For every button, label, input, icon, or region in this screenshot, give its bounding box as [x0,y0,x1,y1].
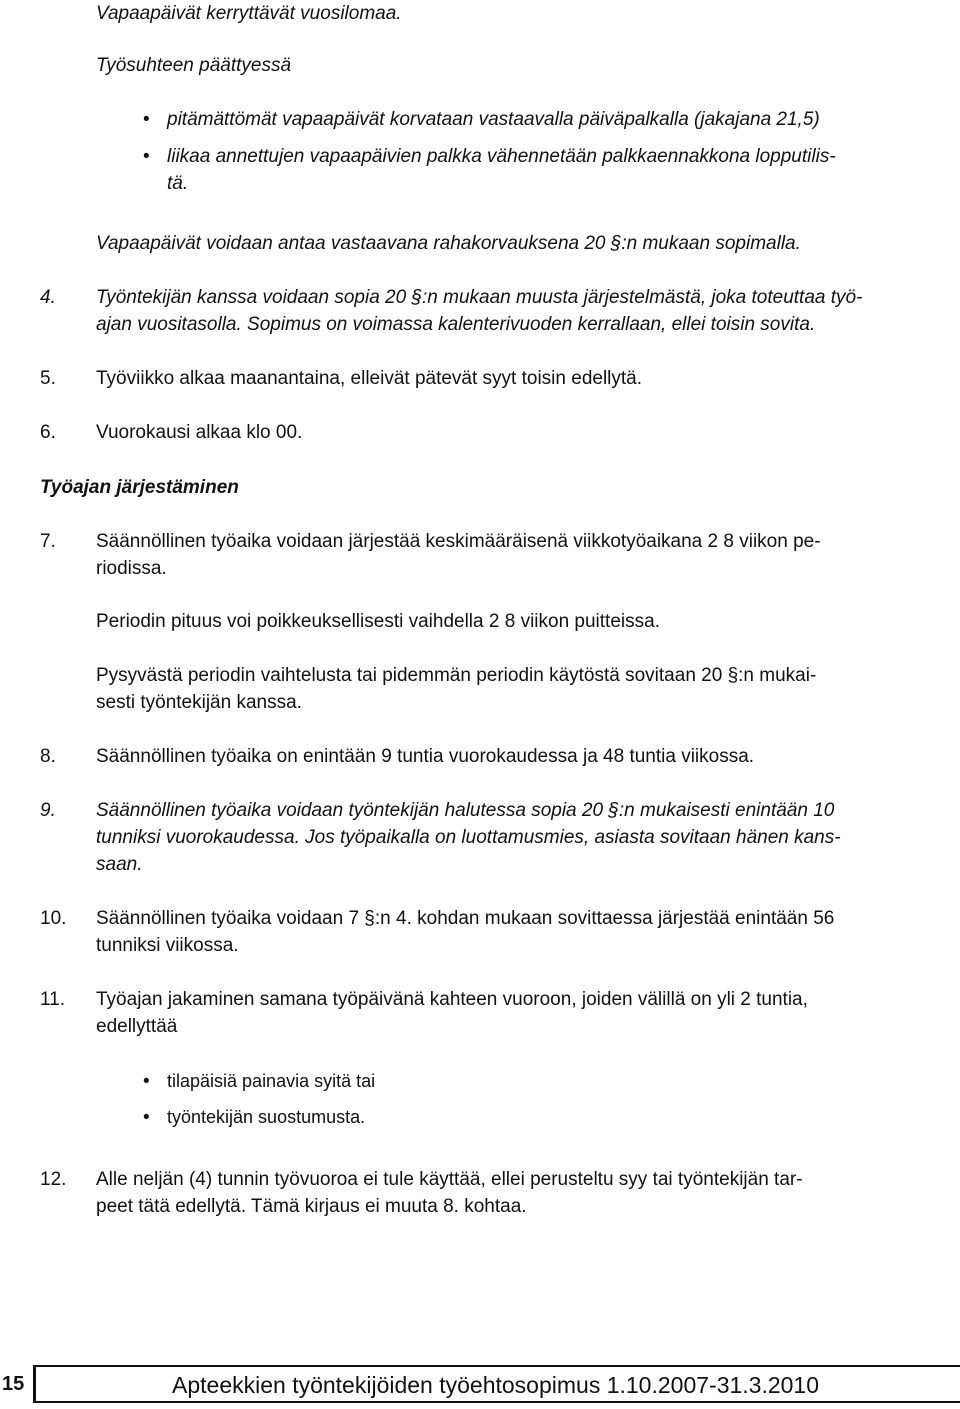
item-text: Periodin pituus voi poikkeuksellisesti vaihdella 2 8 viikon puitteissa. [96,611,660,632]
list-item: pitämättömät vapaapäivät korvataan vastaavalla päiväpalkalla (jakajana 21,5) [167,109,820,130]
paragraph-tyosuhteen-paattyessa: Työsuhteen päättyessä [96,55,292,76]
footer-title: Apteekkien työntekijöiden työehtosopimus 1.10.2007-31.3.2010 [172,1372,820,1398]
page-footer [0,1365,960,1403]
bullet-icon: • [143,1071,150,1092]
item-text: riodissa. [96,558,167,579]
item-text: Pysyvästä periodin vaihtelusta tai pidemmän periodin käytöstä sovitaan 20 §:n mukai- [96,665,817,686]
footer-rule-bottom [36,1401,960,1403]
item-text: Alle neljän (4) tunnin työvuoroa ei tule käyttää, ellei perusteltu syy tai työntekijän tar- [96,1169,803,1190]
list-item: työntekijän suostumusta. [167,1107,366,1127]
item-text: tunniksi vuorokaudessa. Jos työpaikalla on luottamusmies, asiasta sovitaan hänen kans- [96,827,841,848]
section-heading: Työajan järjestäminen [40,477,239,498]
list-item-continuation: tä. [167,173,189,194]
item-text: tunniksi viikossa. [96,935,239,956]
item-number: 11. [40,989,66,1010]
item-text: Säännöllinen työaika voidaan työntekijän halutessa sopia 20 §:n mukaisesti enintään 10 [96,800,835,821]
item-number: 9. [40,800,56,821]
list-item: tilapäisiä painavia syitä tai [167,1071,376,1091]
item-number: 10. [40,908,67,929]
item-text: Työajan jakaminen samana työpäivänä kahteen vuoroon, joiden välillä on yli 2 tuntia, [96,989,808,1010]
item-text: ajan vuositasolla. Sopimus on voimassa kalenterivuoden kerrallaan, ellei toisin sovita. [96,314,816,335]
item-text: peet tätä edellytä. Tämä kirjaus ei muuta 8. kohtaa. [96,1196,527,1217]
item-text: edellyttää [96,1016,178,1037]
item-text: Säännöllinen työaika voidaan 7 §:n 4. kohdan mukaan sovittaessa järjestää enintään 56 [96,908,835,929]
item-text: Säännöllinen työaika voidaan järjestää keskimääräisenä viikkotyöaikana 2 8 viikon pe- [96,531,821,552]
item-text: Vuorokausi alkaa klo 00. [96,422,303,443]
bullet-icon: • [143,109,150,130]
bullet-icon: • [143,1107,150,1128]
list-item: liikaa annettujen vapaapäivien palkka vähennetään palkkaennakkona lopputilis- [167,146,836,167]
item-number: 7. [40,531,56,552]
item-number: 6. [40,422,56,443]
paragraph-vapaapaivat-kerryttavat: Vapaapäivät kerryttävät vuosilomaa. [96,3,402,24]
bullet-icon: • [143,146,150,167]
paragraph-rahakorvaus: Vapaapäivät voidaan antaa vastaavana rahakorvauksena 20 §:n mukaan sopimalla. [96,233,801,254]
page-number: 15 [0,1365,36,1403]
item-number: 5. [40,368,56,389]
item-text: saan. [96,854,143,875]
item-text: Työviikko alkaa maanantaina, elleivät pätevät syyt toisin edellytä. [96,368,643,389]
item-text: Työntekijän kanssa voidaan sopia 20 §:n mukaan muusta järjestelmästä, joka toteuttaa työ- [96,287,863,308]
item-text: sesti työntekijän kanssa. [96,692,302,713]
item-number: 4. [40,287,56,308]
item-number: 8. [40,746,56,767]
footer-rule-top [36,1365,960,1367]
item-text: Säännöllinen työaika on enintään 9 tuntia vuorokaudessa ja 48 tuntia viikossa. [96,746,755,767]
item-number: 12. [40,1169,67,1190]
